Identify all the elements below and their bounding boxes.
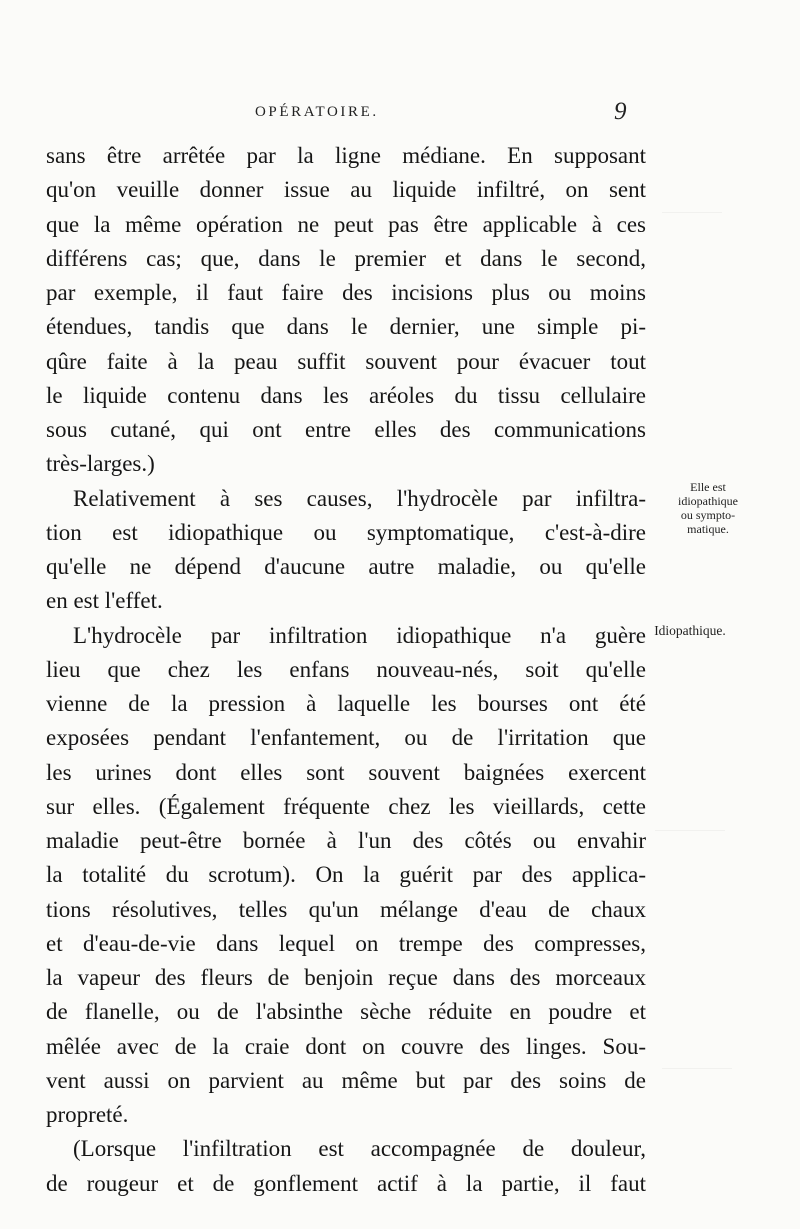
text-line: vienne de la pression à laquelle les bourses ont été xyxy=(46,691,646,716)
text-line: tions résolutives, telles qu'un mélange d'eau de chaux xyxy=(46,896,646,922)
text-line: qu'on veuille donner issue au liquide infiltré, on sent xyxy=(46,177,646,203)
margin-note-line: ou sympto- xyxy=(680,508,736,522)
text-line: de flanelle, ou de l'absinthe sèche réduite en poudre et xyxy=(46,999,646,1025)
text-line: le liquide contenu dans les aréoles du tissu cellulaire xyxy=(46,382,646,408)
text-line: sans être arrêtée par la ligne médiane. En supposant xyxy=(46,143,646,168)
text-line: mêlée avec de la craie dont on couvre des linges. Sou- xyxy=(46,1033,646,1059)
text-line: la totalité du scrotum). On la guérit par des applica- xyxy=(46,862,646,888)
text-line: qûre faite à la peau suffit souvent pour évacuer tout xyxy=(46,348,646,374)
text-line: sur elles. (Également fréquente chez les vieillards, cette xyxy=(46,793,646,819)
paragraph-start-line: (Lorsque l'infiltration est accompagnée de douleur, xyxy=(73,1136,646,1162)
text-line: qu'elle ne dépend d'aucune autre maladie, ou qu'elle xyxy=(46,554,646,579)
show-through-mark xyxy=(662,1068,732,1093)
show-through-mark xyxy=(655,830,725,855)
margin-note-line: Elle est xyxy=(690,480,726,494)
text-line: la vapeur des fleurs de benjoin reçue dans des morceaux xyxy=(46,965,646,990)
body-text xyxy=(46,139,646,1201)
text-line: exposées pendant l'enfantement, ou de l'irritation que xyxy=(46,725,646,751)
paragraph-start-line: Relativement à ses causes, l'hydrocèle par infiltra- xyxy=(73,485,646,511)
text-line: par exemple, il faut faire des incisions plus ou moins xyxy=(46,280,646,305)
show-through-mark xyxy=(662,212,722,253)
margin-note-line: idiopathique xyxy=(678,494,738,508)
text-line: de rougeur et de gonflement actif à la partie, il faut xyxy=(46,1170,646,1196)
text-line: étendues, tandis que dans le dernier, une simple pi- xyxy=(46,314,646,340)
margin-note-line: matique. xyxy=(687,522,729,536)
margin-note-idiopathique-ou-symptomatique xyxy=(650,480,766,536)
text-line: les urines dont elles sont souvent baignées exercent xyxy=(46,759,646,785)
text-line: très-larges.) xyxy=(46,451,155,477)
running-head: OPÉRATOIRE. xyxy=(255,104,379,120)
text-line: en est l'effet. xyxy=(46,588,163,614)
text-line: tion est idiopathique ou symptomatique, c'est-à-dire xyxy=(46,519,646,545)
text-line: propreté. xyxy=(46,1102,129,1127)
page-number: 9 xyxy=(614,98,627,125)
text-line: lieu que chez les enfans nouveau-nés, soit qu'elle xyxy=(46,656,646,682)
paragraph-start-line: L'hydrocèle par infiltration idiopathique n'a guère xyxy=(73,622,646,648)
margin-note-idiopathique: Idiopathique. xyxy=(654,623,726,638)
text-line: sous cutané, qui ont entre elles des communications xyxy=(46,417,646,442)
text-line: que la même opération ne peut pas être applicable à ces xyxy=(46,211,646,237)
text-line: et d'eau-de-vie dans lequel on trempe des compresses, xyxy=(46,930,646,956)
text-line: vent aussi on parvient au même but par des soins de xyxy=(46,1067,646,1093)
text-line: différens cas; que, dans le premier et dans le second, xyxy=(46,245,646,271)
text-line: maladie peut-être bornée à l'un des côtés ou envahir xyxy=(46,828,646,853)
